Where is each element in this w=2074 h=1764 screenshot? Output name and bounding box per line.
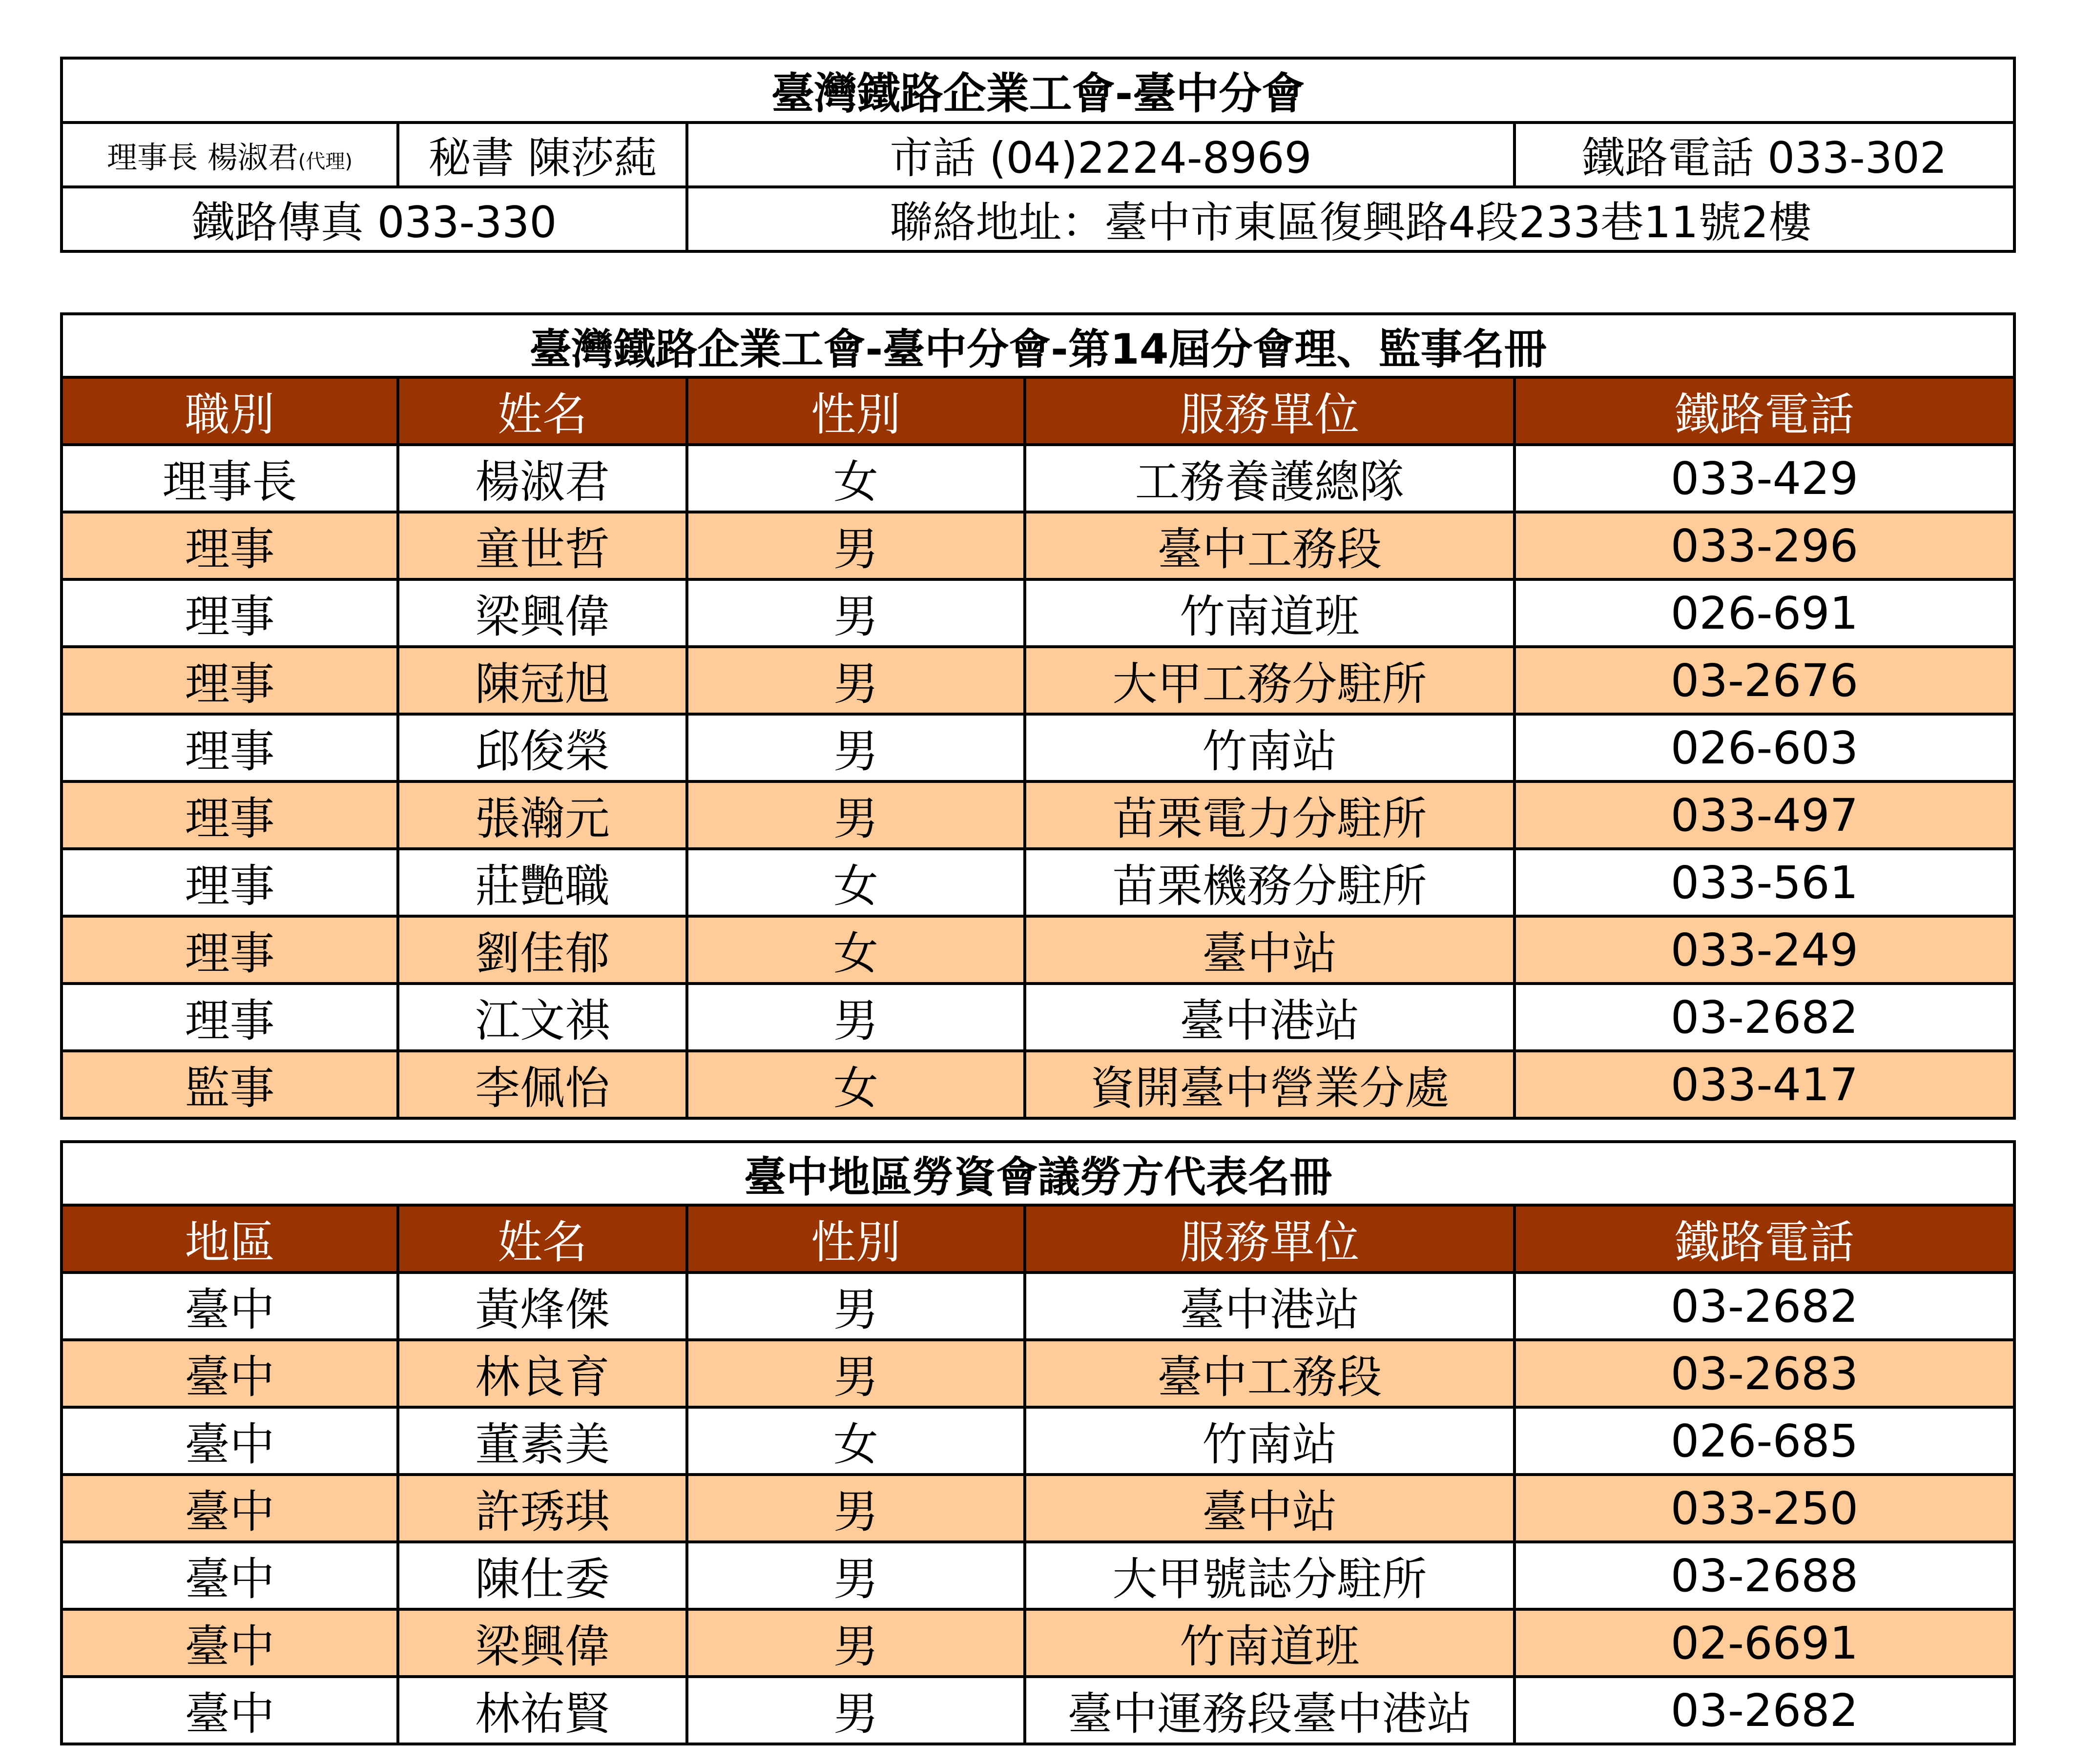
table-row	[62, 445, 2014, 512]
table-cell: 03-2682	[1514, 1272, 2014, 1340]
table-cell: 男	[687, 781, 1025, 849]
table-cell: 工務養護總隊	[1025, 445, 1514, 512]
table-row	[62, 1051, 2014, 1118]
table-cell: 江文祺	[398, 984, 687, 1051]
table-row	[62, 849, 2014, 916]
table-row	[62, 579, 2014, 647]
table-cell: 026-691	[1514, 579, 2014, 647]
chairman-cell	[62, 123, 398, 187]
column-header: 鐵路電話	[1514, 377, 2014, 445]
table-row	[62, 714, 2014, 781]
table-cell: 董素美	[398, 1407, 687, 1475]
table-cell: 竹南道班	[1025, 579, 1514, 647]
labor-roster-title: 臺中地區勞資會議勞方代表名冊	[62, 1142, 2014, 1205]
table-cell: 男	[687, 512, 1025, 579]
table-row	[62, 1407, 2014, 1475]
labor-header-row	[62, 1205, 2014, 1272]
table-cell: 理事長	[62, 445, 398, 512]
table-cell: 竹南站	[1025, 1407, 1514, 1475]
table-row	[62, 984, 2014, 1051]
column-header: 地區	[62, 1205, 398, 1272]
table-cell: 女	[687, 849, 1025, 916]
table-cell: 理事	[62, 984, 398, 1051]
board-header-row	[62, 377, 2014, 445]
table-cell: 臺中工務段	[1025, 512, 1514, 579]
table-row	[62, 781, 2014, 849]
column-header: 職別	[62, 377, 398, 445]
table-cell: 監事	[62, 1051, 398, 1118]
table-cell: 03-2688	[1514, 1542, 2014, 1609]
table-cell: 臺中	[62, 1677, 398, 1744]
table-cell: 男	[687, 1609, 1025, 1677]
table-row	[62, 1609, 2014, 1677]
table-cell: 臺中	[62, 1542, 398, 1609]
address-cell: 聯絡地址：臺中市東區復興路4段233巷11號2樓	[687, 187, 2014, 251]
table-cell: 臺中港站	[1025, 984, 1514, 1051]
column-header: 服務單位	[1025, 1205, 1514, 1272]
column-header: 姓名	[398, 377, 687, 445]
table-cell: 理事	[62, 916, 398, 984]
table-cell: 劉佳郁	[398, 916, 687, 984]
labor-roster-table	[60, 1140, 2016, 1745]
table-cell: 大甲號誌分駐所	[1025, 1542, 1514, 1609]
table-row	[62, 512, 2014, 579]
table-cell: 梁興偉	[398, 579, 687, 647]
table-cell: 女	[687, 1051, 1025, 1118]
table-cell: 陳冠旭	[398, 647, 687, 714]
table-cell: 理事	[62, 714, 398, 781]
table-row	[62, 1272, 2014, 1340]
table-cell: 童世哲	[398, 512, 687, 579]
table-cell: 陳仕委	[398, 1542, 687, 1609]
contact-info-table	[60, 57, 2016, 253]
table-cell: 02-6691	[1514, 1609, 2014, 1677]
city-phone-cell: 市話 (04)2224-8969	[687, 123, 1514, 187]
table-cell: 竹南道班	[1025, 1609, 1514, 1677]
table-cell: 理事	[62, 647, 398, 714]
table-cell: 033-296	[1514, 512, 2014, 579]
table-cell: 03-2683	[1514, 1340, 2014, 1407]
table-cell: 臺中運務段臺中港站	[1025, 1677, 1514, 1744]
table-cell: 男	[687, 1272, 1025, 1340]
table-cell: 莊艷職	[398, 849, 687, 916]
table-cell: 033-497	[1514, 781, 2014, 849]
table-cell: 臺中工務段	[1025, 1340, 1514, 1407]
secretary-cell: 秘書 陳莎蒓	[398, 123, 687, 187]
table-cell: 033-249	[1514, 916, 2014, 984]
table-cell: 臺中站	[1025, 1475, 1514, 1542]
table-cell: 臺中站	[1025, 916, 1514, 984]
table-cell: 臺中	[62, 1609, 398, 1677]
table-cell: 梁興偉	[398, 1609, 687, 1677]
column-header: 鐵路電話	[1514, 1205, 2014, 1272]
table-cell: 大甲工務分駐所	[1025, 647, 1514, 714]
board-roster-title: 臺灣鐵路企業工會-臺中分會-第14屆分會理、監事名冊	[62, 314, 2014, 377]
table-cell: 033-417	[1514, 1051, 2014, 1118]
table-cell: 男	[687, 647, 1025, 714]
column-header: 性別	[687, 377, 1025, 445]
table-cell: 033-250	[1514, 1475, 2014, 1542]
table-cell: 林良育	[398, 1340, 687, 1407]
table-row	[62, 1340, 2014, 1407]
column-header: 服務單位	[1025, 377, 1514, 445]
table-cell: 026-685	[1514, 1407, 2014, 1475]
table-cell: 竹南站	[1025, 714, 1514, 781]
table-cell: 026-603	[1514, 714, 2014, 781]
table-cell: 理事	[62, 849, 398, 916]
rail-phone-cell: 鐵路電話 033-302	[1514, 123, 2014, 187]
column-header: 姓名	[398, 1205, 687, 1272]
table-cell: 03-2682	[1514, 1677, 2014, 1744]
table-cell: 男	[687, 1475, 1025, 1542]
column-header: 性別	[687, 1205, 1025, 1272]
table-cell: 理事	[62, 512, 398, 579]
table-cell: 男	[687, 984, 1025, 1051]
table-cell: 臺中	[62, 1407, 398, 1475]
table-cell: 女	[687, 1407, 1025, 1475]
table-row	[62, 1542, 2014, 1609]
chairman-label: 理事長 楊淑君	[107, 139, 298, 175]
table-cell: 黃烽傑	[398, 1272, 687, 1340]
table-cell: 03-2682	[1514, 984, 2014, 1051]
chairman-note: (代理)	[298, 150, 353, 173]
table-cell: 楊淑君	[398, 445, 687, 512]
table-cell: 許琇琪	[398, 1475, 687, 1542]
table-cell: 033-561	[1514, 849, 2014, 916]
table-cell: 資開臺中營業分處	[1025, 1051, 1514, 1118]
table-cell: 理事	[62, 781, 398, 849]
table-cell: 苗栗機務分駐所	[1025, 849, 1514, 916]
table-cell: 張瀚元	[398, 781, 687, 849]
board-roster-table	[60, 312, 2016, 1120]
table-cell: 理事	[62, 579, 398, 647]
table-cell: 男	[687, 1340, 1025, 1407]
table-cell: 03-2676	[1514, 647, 2014, 714]
rail-fax-cell: 鐵路傳真 033-330	[62, 187, 687, 251]
table-cell: 男	[687, 1542, 1025, 1609]
table-row	[62, 916, 2014, 984]
table-cell: 林祐賢	[398, 1677, 687, 1744]
table-cell: 邱俊榮	[398, 714, 687, 781]
table-cell: 女	[687, 916, 1025, 984]
table-cell: 臺中港站	[1025, 1272, 1514, 1340]
table-cell: 男	[687, 714, 1025, 781]
table-cell: 男	[687, 579, 1025, 647]
table-cell: 臺中	[62, 1340, 398, 1407]
table-row	[62, 647, 2014, 714]
table-cell: 033-429	[1514, 445, 2014, 512]
table-cell: 男	[687, 1677, 1025, 1744]
table-cell: 苗栗電力分駐所	[1025, 781, 1514, 849]
table-cell: 臺中	[62, 1475, 398, 1542]
branch-title: 臺灣鐵路企業工會-臺中分會	[62, 58, 2014, 123]
table-cell: 臺中	[62, 1272, 398, 1340]
table-cell: 女	[687, 445, 1025, 512]
table-row	[62, 1677, 2014, 1744]
table-cell: 李佩怡	[398, 1051, 687, 1118]
table-row	[62, 1475, 2014, 1542]
